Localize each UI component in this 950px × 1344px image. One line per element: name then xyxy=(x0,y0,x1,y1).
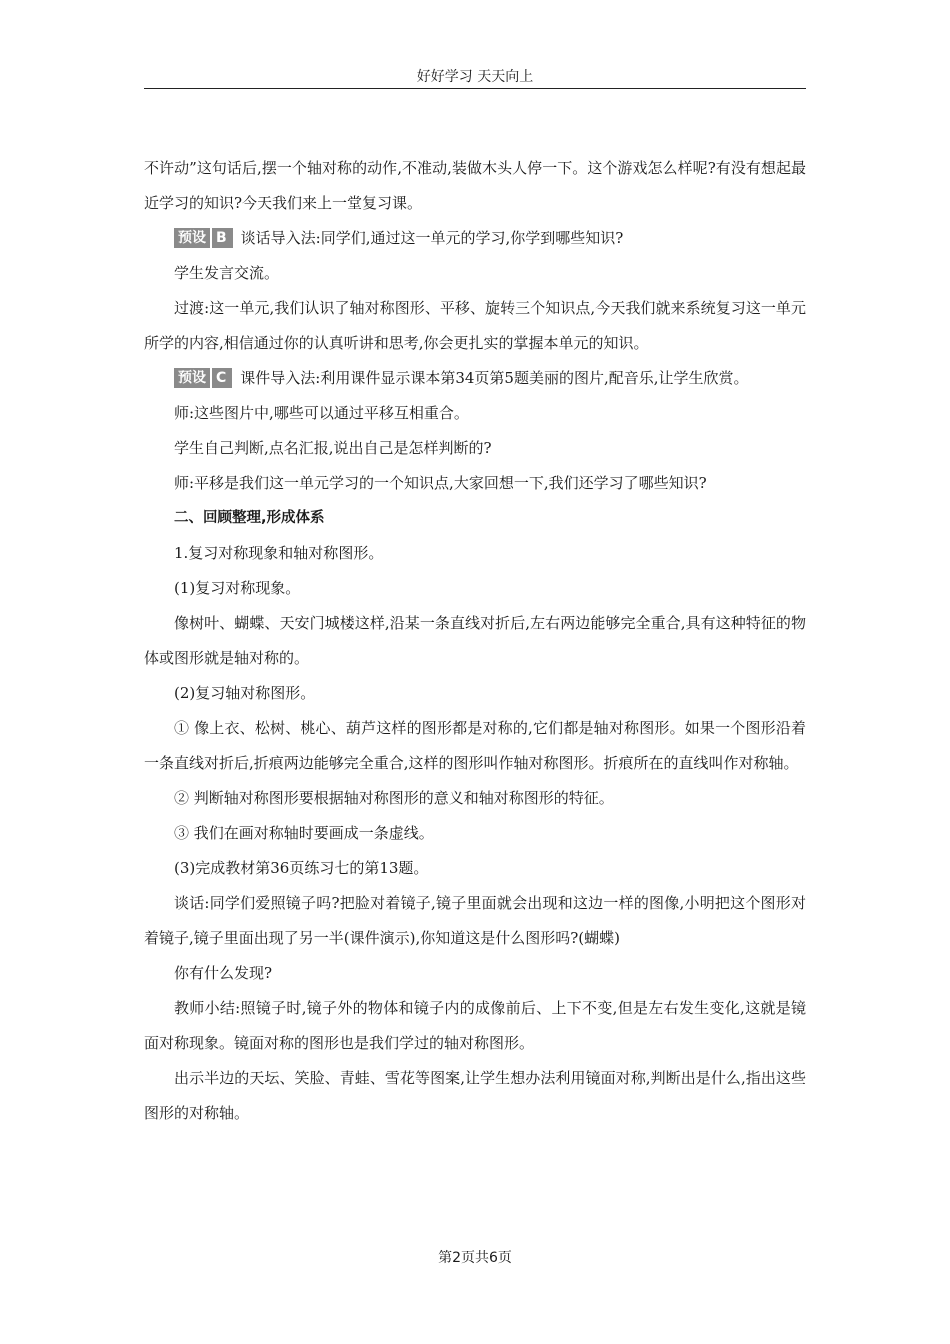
paragraph: 不许动”这句话后,摆一个轴对称的动作,不准动,装做木头人停一下。这个游戏怎么样呢?有没有想起最近学习的知识?今天我们来上一堂复习课。 xyxy=(144,159,806,212)
preset-b-tag xyxy=(174,228,233,248)
preset-c-tag xyxy=(174,368,232,388)
section-heading: 二、回顾整理,形成体系 xyxy=(174,510,325,526)
paragraph: (3)完成教材第36页练习七的第13题。 xyxy=(174,859,429,877)
paragraph: 学生自己判断,点名汇报,说出自己是怎样判断的? xyxy=(174,439,492,457)
paragraph: ③ 我们在画对称轴时要画成一条虚线。 xyxy=(174,824,434,842)
header-rule xyxy=(144,88,806,89)
paragraph: ① 像上衣、松树、桃心、葫芦这样的图形都是对称的,它们都是轴对称图形。如果一个图形沿着一条直线对折后,折痕两边能够完全重合,这样的图形叫作轴对称图形。折痕所在的直线叫作对称轴。 xyxy=(144,719,806,772)
preset-b-tag-letter: B xyxy=(210,228,233,248)
page-header: 好好学习 天天向上 xyxy=(416,69,534,85)
document-body xyxy=(144,151,806,1131)
paragraph: 师:平移是我们这一单元学习的一个知识点,大家回想一下,我们还学习了哪些知识? xyxy=(174,474,707,492)
paragraph: 教师小结:照镜子时,镜子外的物体和镜子内的成像前后、上下不变,但是左右发生变化,这就是镜面对称现象。镜面对称的图形也是我们学过的轴对称图形。 xyxy=(144,999,806,1052)
page-footer: 第2页共6页 xyxy=(438,1250,512,1266)
preset-c-tag-letter: C xyxy=(210,368,232,388)
paragraph: 1.复习对称现象和轴对称图形。 xyxy=(174,544,384,562)
paragraph: 出示半边的天坛、笑脸、青蛙、雪花等图案,让学生想办法利用镜面对称,判断出是什么,指出这些图形的对称轴。 xyxy=(144,1069,806,1122)
paragraph-text: 课件导入法:利用课件显示课本第34页第5题美丽的图片,配音乐,让学生欣赏。 xyxy=(240,369,749,387)
paragraph: (1)复习对称现象。 xyxy=(174,579,301,597)
paragraph: 过渡:这一单元,我们认识了轴对称图形、平移、旋转三个知识点,今天我们就来系统复习这一单元所学的内容,相信通过你的认真听讲和思考,你会更扎实的掌握本单元的知识。 xyxy=(144,299,806,352)
paragraph-preset-c xyxy=(144,361,806,396)
paragraph-text: 谈话导入法:同学们,通过这一单元的学习,你学到哪些知识? xyxy=(240,229,624,247)
paragraph: 学生发言交流。 xyxy=(174,264,280,282)
paragraph-preset-b xyxy=(144,221,806,256)
paragraph: 你有什么发现? xyxy=(174,964,273,982)
paragraph: (2)复习轴对称图形。 xyxy=(174,684,316,702)
paragraph: ② 判断轴对称图形要根据轴对称图形的意义和轴对称图形的特征。 xyxy=(174,789,614,807)
preset-c-tag-word: 预设 xyxy=(178,370,206,386)
preset-b-tag-word: 预设 xyxy=(178,230,206,246)
paragraph: 谈话:同学们爱照镜子吗?把脸对着镜子,镜子里面就会出现和这边一样的图像,小明把这个图形对着镜子,镜子里面出现了另一半(课件演示),你知道这是什么图形吗?(蝴蝶) xyxy=(144,894,806,947)
paragraph: 师:这些图片中,哪些可以通过平移互相重合。 xyxy=(174,404,469,422)
paragraph: 像树叶、蝴蝶、天安门城楼这样,沿某一条直线对折后,左右两边能够完全重合,具有这种特征的物体或图形就是轴对称的。 xyxy=(144,614,806,667)
